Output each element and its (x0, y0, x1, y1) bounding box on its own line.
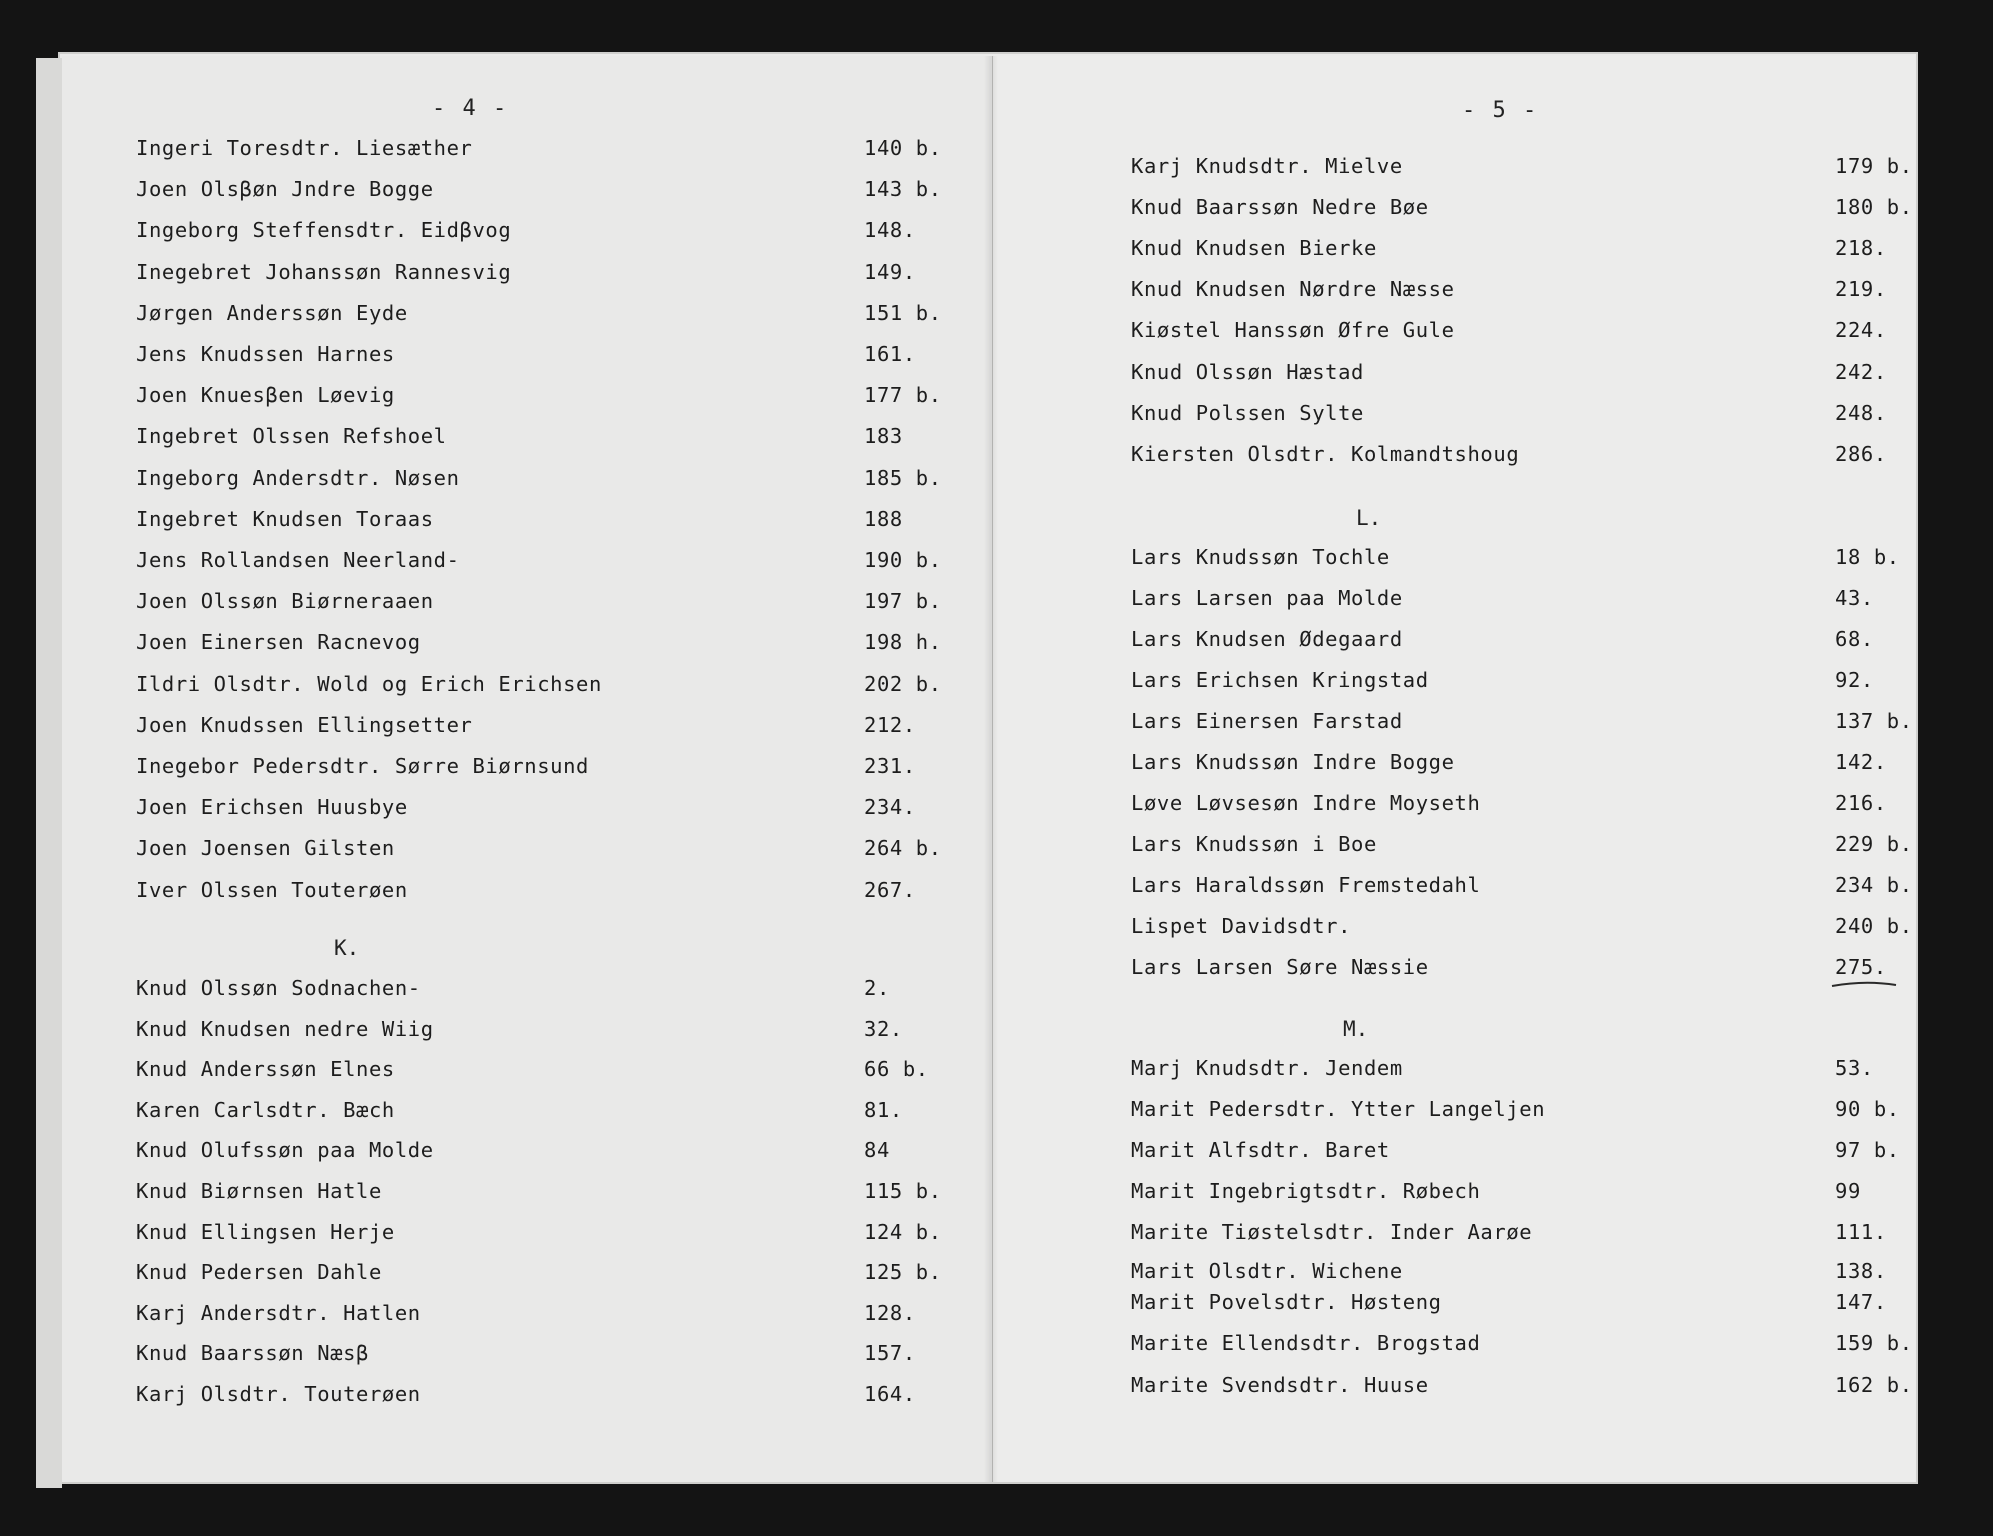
entry-name: Lars Knudssøn i Boe (1131, 832, 1377, 856)
entry-name: Karj Andersdtr. Hatlen (136, 1300, 421, 1325)
entry-page-ref: 162 b. (1835, 1373, 1913, 1397)
entry-name: Marit Alfsdtr. Baret (1131, 1138, 1390, 1162)
entry-page-ref: 179 b. (1835, 154, 1913, 178)
entry-row (136, 1220, 956, 1248)
entry-name: Joen Knuesβen Løevig (136, 383, 395, 408)
entry-page-ref: 183 (864, 424, 903, 449)
entry-name: Joen Erichsen Huusbye (136, 795, 408, 820)
entry-name: Lars Larsen Søre Næssie (1131, 955, 1429, 979)
entry-row (1131, 668, 1921, 696)
entry-row (136, 177, 956, 205)
entry-name: Joen Joensen Gilsten (136, 836, 395, 861)
entry-name: Ingeborg Steffensdtr. Eidβvog (136, 218, 512, 243)
entry-row (1131, 586, 1921, 614)
entry-row (1131, 545, 1921, 573)
entry-row (1131, 873, 1921, 901)
entry-page-ref: 53. (1835, 1056, 1874, 1080)
entry-name: Ingebret Knudsen Toraas (136, 506, 434, 531)
entry-name: Knud Biørnsen Hatle (136, 1179, 382, 1203)
entry-page-ref: 190 b. (864, 548, 942, 572)
entry-row (136, 1017, 956, 1045)
entry-page-ref: 111. (1835, 1220, 1887, 1244)
entry-page-ref: 242. (1835, 359, 1887, 384)
entry-row (1131, 1220, 1921, 1248)
entry-name: Knud Baarssøn Næsβ (136, 1341, 369, 1366)
right-page-number: - 5 - (1462, 98, 1539, 123)
entry-name: Marit Povelsdtr. Høsteng (1131, 1290, 1442, 1314)
entry-name: Knud Pedersen Dahle (136, 1260, 382, 1285)
entry-row (1131, 1179, 1921, 1207)
entry-page-ref: 151 b. (864, 300, 942, 325)
entry-page-ref: 128. (864, 1300, 916, 1325)
entry-row (136, 1179, 956, 1207)
entry-row (136, 1098, 956, 1126)
entry-name: Knud Olssøn Sodnachen- (136, 976, 421, 1000)
entry-row (136, 301, 956, 329)
entry-name: Marj Knudsdtr. Jendem (1131, 1056, 1403, 1080)
entry-name: Jens Knudssen Harnes (136, 342, 395, 366)
entry-row (136, 976, 956, 1004)
entry-name: Joen Knudssen Ellingsetter (136, 712, 473, 737)
entry-name: Lars Knudssøn Indre Bogge (1131, 750, 1455, 774)
entry-name: Jørgen Anderssøn Eyde (136, 300, 408, 325)
entry-page-ref: 147. (1835, 1290, 1887, 1314)
entry-page-ref: 275. (1835, 955, 1887, 979)
entry-row (1131, 1138, 1921, 1166)
entry-row (136, 836, 956, 864)
entry-name: Karj Knudsdtr. Mielve (1131, 154, 1403, 178)
entry-name: Joen Einersen Racnevog (136, 630, 421, 655)
entry-row (136, 713, 956, 741)
entry-page-ref: 97 b. (1835, 1138, 1900, 1162)
entry-name: Knud Ellingsen Herje (136, 1219, 395, 1244)
entry-row (1131, 277, 1921, 305)
entry-name: Knud Olssøn Hæstad (1131, 359, 1364, 384)
entry-name: Lars Einersen Farstad (1131, 709, 1403, 733)
entry-name: Knud Knudsen nedre Wiig (136, 1016, 434, 1041)
entry-page-ref: 142. (1835, 750, 1887, 774)
entry-page-ref: 197 b. (864, 589, 942, 614)
entry-page-ref: 140 b. (864, 136, 942, 160)
entry-row (136, 878, 956, 906)
entry-name: Iver Olssen Touterøen (136, 877, 408, 902)
entry-page-ref: 66 b. (864, 1057, 929, 1082)
entry-page-ref: 143 b. (864, 177, 942, 202)
entry-name: Marit Ingebrigtsdtr. Røbech (1131, 1179, 1481, 1203)
entry-page-ref: 234. (864, 795, 916, 820)
entry-page-ref: 99 (1835, 1179, 1861, 1203)
entry-row (136, 1138, 956, 1166)
entry-name: Lars Haraldssøn Fremstedahl (1131, 873, 1481, 897)
entry-name: Karj Olsdtr. Touterøen (136, 1382, 421, 1406)
entry-row (136, 630, 956, 658)
entry-page-ref: 286. (1835, 441, 1887, 466)
entry-name: Marit Pedersdtr. Ytter Langeljen (1131, 1097, 1546, 1121)
entry-name: Jens Rollandsen Neerland- (136, 548, 460, 572)
entry-page-ref: 212. (864, 712, 916, 737)
entry-row (1131, 709, 1921, 737)
entry-page-ref: 177 b. (864, 383, 942, 408)
entry-page-ref: 188 (864, 506, 903, 531)
spine-fold (984, 56, 998, 1482)
entry-page-ref: 234 b. (1835, 873, 1913, 897)
entry-name: Løve Løvsesøn Indre Moyseth (1131, 791, 1481, 815)
entry-row (136, 589, 956, 617)
entry-name: Ingeborg Andersdtr. Nøsen (136, 465, 460, 490)
entry-row (1131, 627, 1921, 655)
entry-row (1131, 750, 1921, 778)
entry-page-ref: 32. (864, 1016, 903, 1041)
entry-row (1131, 1259, 1921, 1287)
entry-page-ref: 2. (864, 976, 890, 1000)
entry-row (1131, 955, 1921, 983)
entry-row (1131, 1056, 1921, 1084)
entry-page-ref: 138. (1835, 1259, 1887, 1283)
entry-page-ref: 248. (1835, 400, 1887, 425)
entry-page-ref: 125 b. (864, 1260, 942, 1285)
entry-name: Kiersten Olsdtr. Kolmandtshoug (1131, 441, 1520, 466)
entry-page-ref: 224. (1835, 318, 1887, 343)
entry-page-ref: 164. (864, 1382, 916, 1406)
entry-page-ref: 148. (864, 218, 916, 243)
entry-row (1131, 442, 1921, 470)
entry-name: Knud Polssen Sylte (1131, 400, 1364, 425)
entry-page-ref: 264 b. (864, 836, 942, 861)
entry-page-ref: 202 b. (864, 671, 942, 696)
entry-page-ref: 43. (1835, 586, 1874, 610)
entry-page-ref: 68. (1835, 627, 1874, 651)
entry-row (1131, 1373, 1921, 1401)
entry-name: Kiøstel Hanssøn Øfre Gule (1131, 318, 1455, 343)
entry-page-ref: 218. (1835, 236, 1887, 261)
entry-row (136, 672, 956, 700)
entry-page-ref: 180 b. (1835, 195, 1913, 220)
entry-page-ref: 84 (864, 1138, 890, 1163)
entry-row (136, 548, 956, 576)
entry-page-ref: 92. (1835, 668, 1874, 692)
entry-page-ref: 185 b. (864, 465, 942, 490)
binding-edge (36, 58, 62, 1488)
entry-row (136, 424, 956, 452)
entry-name: Inegebret Johanssøn Rannesvig (136, 259, 512, 284)
entry-page-ref: 157. (864, 1341, 916, 1366)
entry-name: Knud Baarssøn Nedre Bøe (1131, 195, 1429, 220)
entry-row (1131, 791, 1921, 819)
entry-row (1131, 154, 1921, 182)
entry-row (136, 260, 956, 288)
entry-row (136, 507, 956, 535)
entry-name: Ildri Olsdtr. Wold og Erich Erichsen (136, 671, 602, 696)
entry-row (1131, 914, 1921, 942)
entry-page-ref: 159 b. (1835, 1331, 1913, 1355)
entry-row (136, 136, 956, 164)
entry-name: Knud Anderssøn Elnes (136, 1057, 395, 1082)
entry-name: Ingebret Olssen Refshoel (136, 424, 447, 449)
entry-row (136, 1260, 956, 1288)
entry-row (136, 466, 956, 494)
entry-page-ref: 124 b. (864, 1219, 942, 1244)
entry-row (136, 1341, 956, 1369)
entry-page-ref: 229 b. (1835, 832, 1913, 856)
entry-name: Lispet Davidsdtr. (1131, 914, 1352, 938)
entry-name: Marite Svendsdtr. Huuse (1131, 1373, 1429, 1397)
entry-page-ref: 115 b. (864, 1179, 942, 1203)
entry-name: Lars Knudssøn Tochle (1131, 545, 1390, 569)
entry-row (1131, 832, 1921, 860)
entry-page-ref: 161. (864, 342, 916, 366)
entry-page-ref: 231. (864, 754, 916, 778)
entry-page-ref: 267. (864, 877, 916, 902)
entry-page-ref: 216. (1835, 791, 1887, 815)
entry-name: Marite Tiøstelsdtr. Inder Aarøe (1131, 1220, 1533, 1244)
entry-name: Joen Olsβøn Jndre Bogge (136, 177, 434, 202)
entry-row (1131, 318, 1921, 346)
entry-row (1131, 401, 1921, 429)
entry-name: Ingeri Toresdtr. Liesæther (136, 136, 473, 160)
entry-row (136, 342, 956, 370)
entry-row (136, 795, 956, 823)
section-letter-m: M. (1343, 1017, 1369, 1041)
entry-page-ref: 90 b. (1835, 1097, 1900, 1121)
entry-name: Joen Olssøn Biørneraaen (136, 589, 434, 614)
entry-row (136, 1382, 956, 1410)
entry-row (1131, 360, 1921, 388)
entry-row (136, 754, 956, 782)
underline-stroke (1830, 978, 1900, 992)
entry-row (1131, 1097, 1921, 1125)
entry-name: Lars Larsen paa Molde (1131, 586, 1403, 610)
entry-row (136, 383, 956, 411)
entry-name: Knud Knudsen Nørdre Næsse (1131, 277, 1455, 302)
entry-row (136, 1301, 956, 1329)
left-page-number: - 4 - (432, 96, 509, 121)
entry-name: Inegebor Pedersdtr. Sørre Biørnsund (136, 754, 589, 778)
entry-page-ref: 219. (1835, 277, 1887, 302)
entry-page-ref: 240 b. (1835, 914, 1913, 938)
entry-name: Karen Carlsdtr. Bæch (136, 1097, 395, 1122)
entry-row (1131, 1290, 1921, 1318)
entry-name: Lars Erichsen Kringstad (1131, 668, 1429, 692)
entry-page-ref: 137 b. (1835, 709, 1913, 733)
entry-name: Marit Olsdtr. Wichene (1131, 1259, 1403, 1283)
entry-page-ref: 149. (864, 259, 916, 284)
entry-name: Knud Olufssøn paa Molde (136, 1138, 434, 1163)
entry-row (1131, 195, 1921, 223)
entry-row (1131, 1331, 1921, 1359)
entry-row (136, 1057, 956, 1085)
entry-row (136, 218, 956, 246)
entry-page-ref: 198 h. (864, 630, 942, 655)
entry-page-ref: 18 b. (1835, 545, 1900, 569)
entry-page-ref: 81. (864, 1097, 903, 1122)
section-letter-l: L. (1356, 506, 1382, 530)
entry-name: Lars Knudsen Ødegaard (1131, 627, 1403, 651)
entry-name: Knud Knudsen Bierke (1131, 236, 1377, 261)
entry-name: Marite Ellendsdtr. Brogstad (1131, 1331, 1481, 1355)
entry-row (1131, 236, 1921, 264)
section-letter-k: K. (334, 936, 360, 960)
